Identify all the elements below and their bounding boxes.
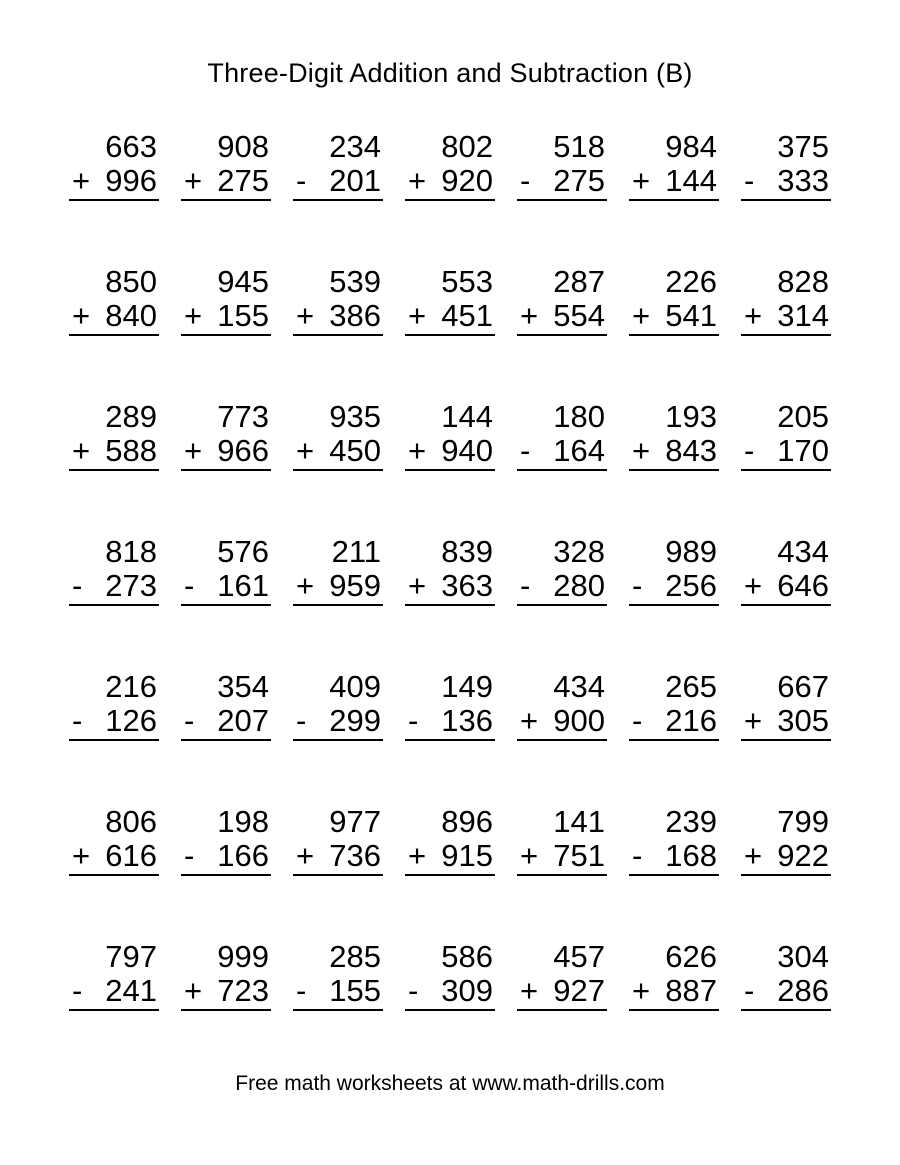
operator: + (296, 568, 315, 603)
operator: - (744, 163, 755, 198)
operator: + (632, 973, 651, 1008)
answer-line (405, 569, 495, 606)
operator: - (184, 703, 195, 738)
problem-cell (69, 670, 159, 741)
answer-line (741, 704, 831, 741)
problem-cell (293, 400, 383, 471)
bottom-operand: 280 (553, 568, 605, 603)
bottom-operand: 161 (217, 568, 269, 603)
bottom-operand: 887 (665, 973, 717, 1008)
bottom-operand: 840 (105, 298, 157, 333)
operator: + (408, 568, 427, 603)
answer-line (741, 974, 831, 1011)
answer-line (181, 569, 271, 606)
problem-cell (405, 400, 495, 471)
bottom-operand: 155 (329, 973, 381, 1008)
operator: + (72, 433, 91, 468)
bottom-operand: 915 (441, 838, 493, 873)
bottom-operand: 959 (329, 568, 381, 603)
top-operand: 304 (777, 939, 829, 974)
operator: - (72, 703, 83, 738)
operator: + (744, 838, 763, 873)
bottom-operand: 164 (553, 433, 605, 468)
bottom-operand: 843 (665, 433, 717, 468)
top-operand: 287 (553, 264, 605, 299)
top-operand: 375 (777, 129, 829, 164)
bottom-operand: 136 (441, 703, 493, 738)
top-operand: 226 (665, 264, 717, 299)
problem-cell (405, 535, 495, 606)
bottom-operand: 273 (105, 568, 157, 603)
answer-line (405, 299, 495, 336)
top-operand: 797 (105, 939, 157, 974)
top-operand: 999 (217, 939, 269, 974)
top-operand: 839 (441, 534, 493, 569)
top-operand: 984 (665, 129, 717, 164)
answer-line (405, 839, 495, 876)
bottom-operand: 996 (105, 163, 157, 198)
top-operand: 850 (105, 264, 157, 299)
operator: - (520, 568, 531, 603)
top-operand: 144 (441, 399, 493, 434)
operator: - (632, 703, 643, 738)
answer-line (629, 299, 719, 336)
problem-cell (629, 940, 719, 1011)
bottom-operand: 314 (777, 298, 829, 333)
operator: + (632, 163, 651, 198)
answer-line (741, 434, 831, 471)
bottom-operand: 216 (665, 703, 717, 738)
top-operand: 434 (553, 669, 605, 704)
bottom-operand: 144 (665, 163, 717, 198)
operator: - (520, 163, 531, 198)
top-operand: 180 (553, 399, 605, 434)
answer-line (181, 299, 271, 336)
footer-credit: Free math worksheets at www.math-drills.com (235, 1072, 665, 1095)
bottom-operand: 927 (553, 973, 605, 1008)
operator: + (408, 163, 427, 198)
bottom-operand: 363 (441, 568, 493, 603)
operator: + (632, 298, 651, 333)
operator: + (296, 838, 315, 873)
answer-line (517, 569, 607, 606)
problem-cell (69, 400, 159, 471)
top-operand: 818 (105, 534, 157, 569)
answer-line (293, 839, 383, 876)
answer-line (629, 569, 719, 606)
bottom-operand: 616 (105, 838, 157, 873)
problem-cell (629, 670, 719, 741)
answer-line (405, 704, 495, 741)
answer-line (293, 569, 383, 606)
top-operand: 576 (217, 534, 269, 569)
top-operand: 896 (441, 804, 493, 839)
top-operand: 289 (105, 399, 157, 434)
bottom-operand: 736 (329, 838, 381, 873)
top-operand: 553 (441, 264, 493, 299)
answer-line (69, 164, 159, 201)
operator: - (72, 973, 83, 1008)
problem-cell (181, 670, 271, 741)
answer-line (517, 974, 607, 1011)
problem-cell (741, 805, 831, 876)
problem-cell (293, 535, 383, 606)
operator: - (296, 703, 307, 738)
bottom-operand: 386 (329, 298, 381, 333)
problem-cell (517, 130, 607, 201)
answer-line (741, 164, 831, 201)
problem-cell (181, 805, 271, 876)
top-operand: 667 (777, 669, 829, 704)
problems-grid (69, 130, 831, 1011)
bottom-operand: 333 (777, 163, 829, 198)
problem-cell (293, 940, 383, 1011)
answer-line (405, 434, 495, 471)
problem-cell (69, 130, 159, 201)
problem-cell (69, 805, 159, 876)
bottom-operand: 541 (665, 298, 717, 333)
problem-cell (741, 940, 831, 1011)
problem-cell (629, 130, 719, 201)
bottom-operand: 309 (441, 973, 493, 1008)
top-operand: 539 (329, 264, 381, 299)
operator: - (296, 163, 307, 198)
top-operand: 663 (105, 129, 157, 164)
answer-line (181, 974, 271, 1011)
top-operand: 518 (553, 129, 605, 164)
problem-cell (629, 805, 719, 876)
bottom-operand: 241 (105, 973, 157, 1008)
top-operand: 806 (105, 804, 157, 839)
answer-line (69, 704, 159, 741)
operator: + (184, 973, 203, 1008)
problem-cell (181, 535, 271, 606)
top-operand: 945 (217, 264, 269, 299)
answer-line (741, 839, 831, 876)
problem-cell (181, 265, 271, 336)
problem-cell (517, 535, 607, 606)
top-operand: 149 (441, 669, 493, 704)
problem-cell (517, 940, 607, 1011)
operator: + (184, 433, 203, 468)
operator: - (408, 973, 419, 1008)
top-operand: 216 (105, 669, 157, 704)
answer-line (741, 569, 831, 606)
answer-line (293, 974, 383, 1011)
operator: - (744, 433, 755, 468)
top-operand: 799 (777, 804, 829, 839)
operator: + (520, 973, 539, 1008)
problem-cell (741, 400, 831, 471)
answer-line (181, 434, 271, 471)
answer-line (629, 839, 719, 876)
top-operand: 285 (329, 939, 381, 974)
top-operand: 265 (665, 669, 717, 704)
operator: - (632, 568, 643, 603)
problem-cell (405, 265, 495, 336)
bottom-operand: 201 (329, 163, 381, 198)
problem-cell (405, 805, 495, 876)
answer-line (517, 434, 607, 471)
answer-line (293, 164, 383, 201)
problem-cell (405, 670, 495, 741)
operator: + (632, 433, 651, 468)
top-operand: 828 (777, 264, 829, 299)
bottom-operand: 166 (217, 838, 269, 873)
problem-cell (629, 400, 719, 471)
answer-line (629, 434, 719, 471)
bottom-operand: 450 (329, 433, 381, 468)
operator: + (72, 163, 91, 198)
answer-line (517, 704, 607, 741)
bottom-operand: 305 (777, 703, 829, 738)
answer-line (69, 839, 159, 876)
bottom-operand: 275 (553, 163, 605, 198)
problem-cell (405, 940, 495, 1011)
problem-cell (629, 535, 719, 606)
bottom-operand: 723 (217, 973, 269, 1008)
problem-cell (741, 130, 831, 201)
top-operand: 198 (217, 804, 269, 839)
bottom-operand: 922 (777, 838, 829, 873)
top-operand: 977 (329, 804, 381, 839)
operator: - (632, 838, 643, 873)
answer-line (293, 704, 383, 741)
operator: + (520, 703, 539, 738)
bottom-operand: 207 (217, 703, 269, 738)
bottom-operand: 168 (665, 838, 717, 873)
bottom-operand: 966 (217, 433, 269, 468)
answer-line (741, 299, 831, 336)
bottom-operand: 554 (553, 298, 605, 333)
problem-cell (181, 130, 271, 201)
operator: - (184, 838, 195, 873)
bottom-operand: 286 (777, 973, 829, 1008)
operator: + (184, 163, 203, 198)
operator: + (296, 298, 315, 333)
answer-line (517, 299, 607, 336)
problem-cell (181, 400, 271, 471)
problem-cell (293, 265, 383, 336)
problem-cell (69, 265, 159, 336)
top-operand: 141 (553, 804, 605, 839)
problem-cell (69, 535, 159, 606)
top-operand: 434 (777, 534, 829, 569)
problem-cell (517, 805, 607, 876)
bottom-operand: 646 (777, 568, 829, 603)
answer-line (181, 839, 271, 876)
answer-line (69, 569, 159, 606)
problem-cell (293, 670, 383, 741)
problem-cell (741, 265, 831, 336)
answer-line (181, 164, 271, 201)
problem-cell (293, 130, 383, 201)
bottom-operand: 940 (441, 433, 493, 468)
bottom-operand: 275 (217, 163, 269, 198)
answer-line (405, 974, 495, 1011)
bottom-operand: 920 (441, 163, 493, 198)
bottom-operand: 299 (329, 703, 381, 738)
answer-line (69, 299, 159, 336)
operator: - (72, 568, 83, 603)
top-operand: 457 (553, 939, 605, 974)
bottom-operand: 451 (441, 298, 493, 333)
problem-cell (741, 670, 831, 741)
worksheet-title: Three-Digit Addition and Subtraction (B) (207, 58, 693, 88)
top-operand: 586 (441, 939, 493, 974)
operator: + (72, 298, 91, 333)
operator: - (296, 973, 307, 1008)
top-operand: 409 (329, 669, 381, 704)
top-operand: 773 (217, 399, 269, 434)
answer-line (629, 974, 719, 1011)
operator: + (520, 838, 539, 873)
bottom-operand: 170 (777, 433, 829, 468)
top-operand: 239 (665, 804, 717, 839)
problem-cell (741, 535, 831, 606)
operator: - (408, 703, 419, 738)
bottom-operand: 588 (105, 433, 157, 468)
top-operand: 908 (217, 129, 269, 164)
operator: + (744, 298, 763, 333)
problem-cell (405, 130, 495, 201)
answer-line (517, 839, 607, 876)
answer-line (69, 434, 159, 471)
answer-line (69, 974, 159, 1011)
top-operand: 328 (553, 534, 605, 569)
operator: + (296, 433, 315, 468)
answer-line (293, 434, 383, 471)
operator: + (408, 433, 427, 468)
operator: + (744, 703, 763, 738)
answer-line (181, 704, 271, 741)
bottom-operand: 155 (217, 298, 269, 333)
bottom-operand: 126 (105, 703, 157, 738)
bottom-operand: 900 (553, 703, 605, 738)
problem-cell (293, 805, 383, 876)
bottom-operand: 256 (665, 568, 717, 603)
operator: + (408, 838, 427, 873)
top-operand: 626 (665, 939, 717, 974)
problem-cell (517, 265, 607, 336)
answer-line (629, 164, 719, 201)
top-operand: 802 (441, 129, 493, 164)
top-operand: 935 (329, 399, 381, 434)
problem-cell (181, 940, 271, 1011)
operator: + (408, 298, 427, 333)
problem-cell (517, 670, 607, 741)
operator: - (744, 973, 755, 1008)
top-operand: 234 (329, 129, 381, 164)
problem-cell (517, 400, 607, 471)
operator: + (744, 568, 763, 603)
top-operand: 193 (665, 399, 717, 434)
operator: - (520, 433, 531, 468)
top-operand: 354 (217, 669, 269, 704)
bottom-operand: 751 (553, 838, 605, 873)
answer-line (293, 299, 383, 336)
problem-cell (69, 940, 159, 1011)
top-operand: 205 (777, 399, 829, 434)
operator: - (184, 568, 195, 603)
answer-line (405, 164, 495, 201)
answer-line (517, 164, 607, 201)
operator: + (72, 838, 91, 873)
answer-line (629, 704, 719, 741)
top-operand: 989 (665, 534, 717, 569)
operator: + (520, 298, 539, 333)
top-operand: 211 (331, 534, 381, 569)
operator: + (184, 298, 203, 333)
problem-cell (629, 265, 719, 336)
